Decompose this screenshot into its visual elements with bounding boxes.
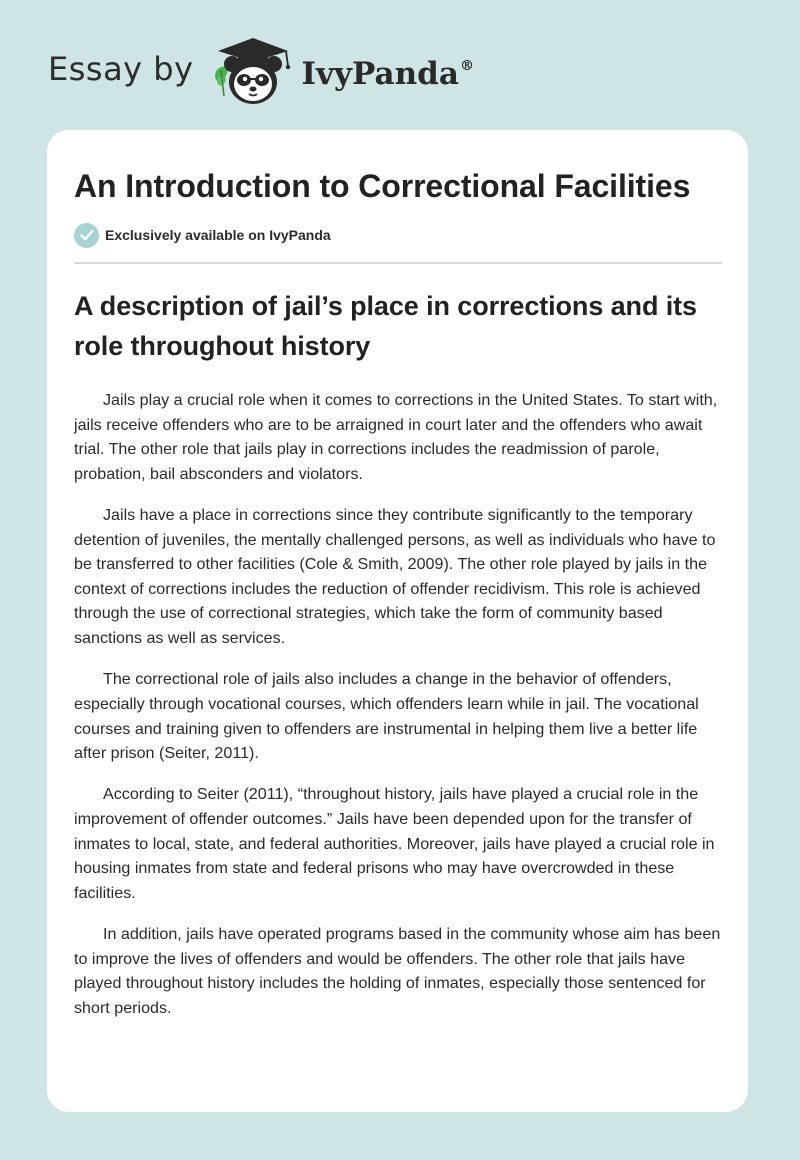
section-heading: A description of jail’s place in corrections and its role throughout history — [74, 291, 697, 361]
check-icon — [74, 223, 99, 248]
site-header — [48, 34, 474, 110]
paragraph: In addition, jails have operated programs based in the community whose aim has been to improve the lives of offenders and would be offenders. The other role that jails have played throughout history includes the holding of inmates, especially those sentenced for short periods. — [74, 925, 721, 1017]
divider — [74, 262, 722, 264]
paragraph: Jails have a place in corrections since they contribute significantly to the temporary detention of juveniles, the mentally challenged persons, as well as individuals who have to be transferred to other facilities (Cole & Smith, 2009). The other role played by jails in the context of corrections includes the reduction of offender recidivism. This role is achieved through the use of correctional strategies, which take the form of community based sanctions as well as services. — [74, 506, 716, 648]
essay-title: An Introduction to Correctional Facilities — [74, 168, 691, 204]
badge-label: Exclusively available on IvyPanda — [105, 227, 331, 243]
essay-body — [74, 388, 722, 1020]
paragraph: According to Seiter (2011), “throughout history, jails have played a crucial role in the improvement of offender outcomes.” Jails have been depended upon for the transfer of inmates to local, state, and federal authorities. Moreover, jails have played a crucial role in housing inmates from state and federal prisons who may have overcrowded in these facilities. — [74, 785, 715, 902]
brand-name-text: IvyPanda — [301, 56, 459, 92]
essay-by-label: Essay by — [48, 50, 194, 88]
brand-name — [302, 56, 474, 92]
paragraph: Jails play a crucial role when it comes to corrections in the United States. To start with, jails receive offenders who are to be arraigned in court later and the offenders who await trial. The other role that jails play in corrections includes the readmission of parole, probation, bail absconders and violators. — [74, 391, 718, 483]
essay-card — [47, 130, 748, 1112]
panda-graduate-logo-icon — [208, 34, 298, 110]
exclusive-badge — [74, 222, 722, 248]
paragraph: The correctional role of jails also includes a change in the behavior of offenders, especially through vocational courses, which offenders learn while in jail. The vocational courses and training given to offenders are instrumental in helping them live a better life after prison (Seiter, 2011). — [74, 670, 699, 763]
registered-mark: ® — [459, 58, 474, 74]
